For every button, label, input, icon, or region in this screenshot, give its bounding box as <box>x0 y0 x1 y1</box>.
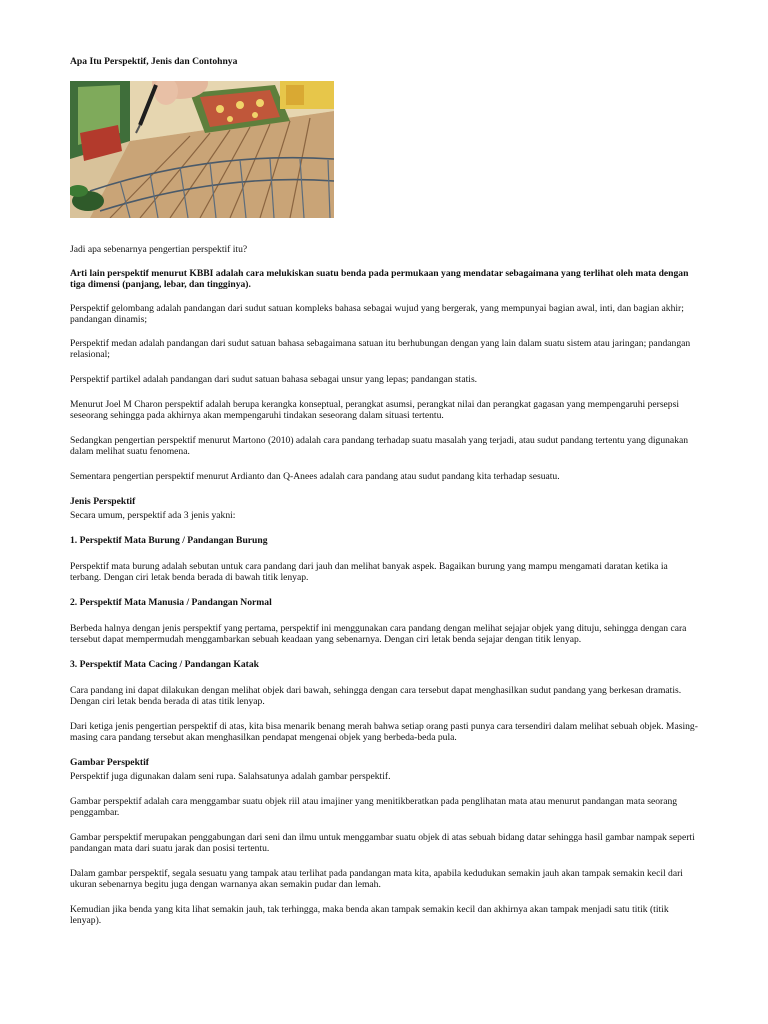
paragraph: Gambar perspektif adalah cara menggambar suatu objek riil atau imajiner yang menitikberatkan pada penglihatan mata atau menurut pandangan mata seorang penggambar. <box>70 796 678 818</box>
paragraph: Jadi apa sebenarnya pengertian perspektif itu? <box>70 244 248 255</box>
subheading-mata-manusia: 2. Perspektif Mata Manusia / Pandangan Normal <box>70 597 272 608</box>
section-heading-gambar: Gambar Perspektif <box>70 757 149 768</box>
perspective-drawing-image <box>70 81 334 218</box>
paragraph: Secara umum, perspektif ada 3 jenis yakni: <box>70 510 236 521</box>
paragraph: Sedangkan pengertian perspektif menurut Martono (2010) adalah cara pandang terhadap suatu masalah yang terjadi, atau sudut pandang tertentu yang digunakan dalam melihat suatu fenomena. <box>70 435 689 457</box>
paragraph: Menurut Joel M Charon perspektif adalah berupa kerangka konseptual, perangkat asumsi, perangkat nilai dan perangkat gagasan yang mempengaruhi persepsi seseorang sehingga pada akhirnya akan mempengaruhi tindakan seseorang dalam situasi tertentu. <box>70 399 680 421</box>
paragraph: Gambar perspektif merupakan penggabungan dari seni dan ilmu untuk menggambar suatu objek di atas sebuah bidang datar sehingga hasil gambar nampak seperti pandangan mata dari suatu jarak dan posisi tertentu. <box>70 832 695 854</box>
paragraph: Perspektif medan adalah pandangan dari sudut satuan bahasa sebagaimana satuan itu berhubungan dengan yang lain dalam suatu sistem atau jaringan; pandangan relasional; <box>70 338 691 360</box>
paragraph: Kemudian jika benda yang kita lihat semakin jauh, tak terhingga, maka benda akan tampak semakin kecil dan akhirnya akan tampak menjadi satu titik (titik lenyap). <box>70 904 669 926</box>
document-title: Apa Itu Perspektif, Jenis dan Contohnya <box>70 56 238 67</box>
subheading-mata-cacing: 3. Perspektif Mata Cacing / Pandangan Katak <box>70 659 259 670</box>
paragraph: Dalam gambar perspektif, segala sesuatu yang tampak atau terlihat pada pandangan mata kita, apabila kedudukan semakin jauh akan tampak semakin kecil dari ukuran sebenarnya begitu juga dengan warnanya akan semakin pudar dan lemah. <box>70 868 683 890</box>
paragraph: Dari ketiga jenis pengertian perspektif di atas, kita bisa menarik benang merah bahwa setiap orang pasti punya cara tersendiri dalam melihat sebuah objek. Masing-masing cara pandang tersebut akan menghasilkan pendapat mengenai objek yang berbeda-beda pula. <box>70 721 698 743</box>
paragraph: Berbeda halnya dengan jenis perspektif yang pertama, perspektif ini menggunakan cara pandang dengan melihat sejajar objek yang dituju, sehingga dengan cara tersebut dapat mempermudah menggambarkan sebuah keadaan yang sebenarnya. Dengan ciri letak benda sejajar dengan titik lenyap. <box>70 623 687 645</box>
paragraph: Sementara pengertian perspektif menurut Ardianto dan Q-Anees adalah cara pandang atau sudut pandang kita terhadap sesuatu. <box>70 471 560 482</box>
paragraph: Cara pandang ini dapat dilakukan dengan melihat objek dari bawah, sehingga dengan cara tersebut dapat menghasilkan sudut pandang yang berkesan dramatis. Dengan ciri letak benda berada di atas titik lenyap. <box>70 685 682 707</box>
subheading-mata-burung: 1. Perspektif Mata Burung / Pandangan Burung <box>70 535 268 546</box>
section-heading-jenis: Jenis Perspektif <box>70 496 136 507</box>
paragraph: Perspektif partikel adalah pandangan dari sudut satuan bahasa sebagai unsur yang lepas; pandangan statis. <box>70 374 478 385</box>
paragraph: Perspektif gelombang adalah pandangan dari sudut satuan kompleks bahasa sebagai wujud yang bergerak, yang mempunyai bagian awal, inti, dan bagian akhir; pandangan dinamis; <box>70 303 684 325</box>
paragraph: Perspektif mata burung adalah sebutan untuk cara pandang dari jauh dan melihat banyak aspek. Bagaikan burung yang mampu mengamati daratan ketika ia terbang. Dengan ciri letak benda berada di bawah titik lenyap. <box>70 561 668 583</box>
paragraph: Perspektif juga digunakan dalam seni rupa. Salahsatunya adalah gambar perspektif. <box>70 771 391 782</box>
paragraph-kbbi: Arti lain perspektif menurut KBBI adalah cara melukiskan suatu benda pada permukaan yang mendatar sebagaimana yang terlihat oleh mata dengan tiga dimensi (panjang, lebar, dan tingginya). <box>70 268 689 290</box>
document-page <box>70 56 700 940</box>
